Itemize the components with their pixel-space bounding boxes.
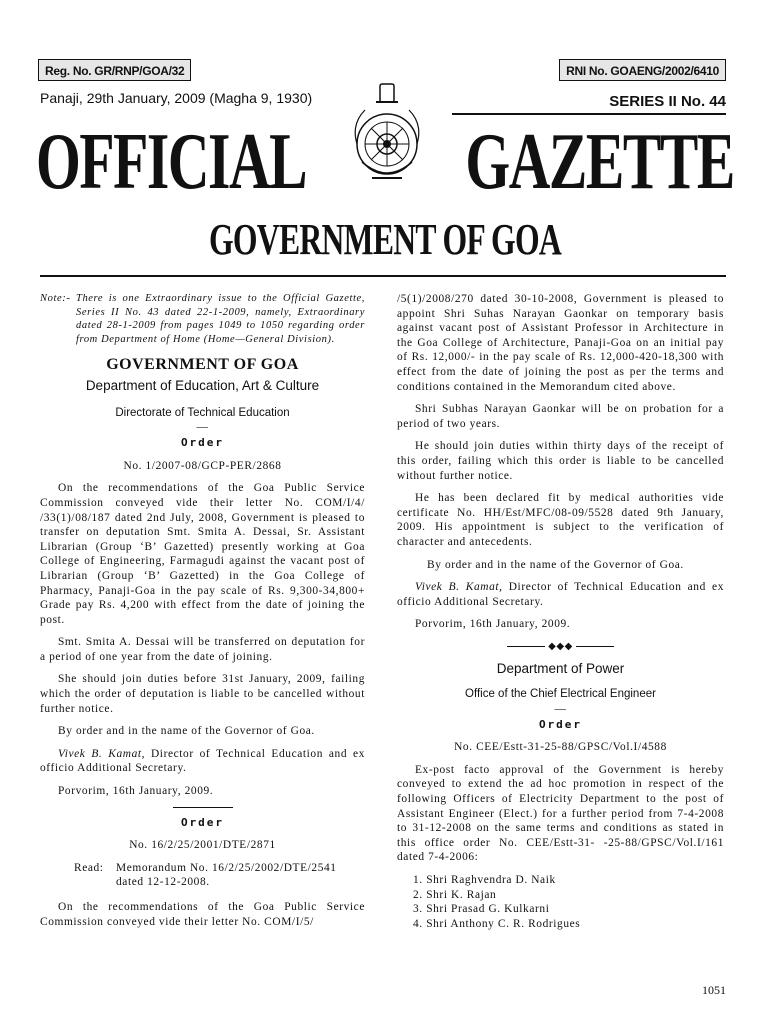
signatory [397, 580, 724, 609]
header-rule [40, 275, 726, 277]
note-text: There is one Extraordinary issue to the Official Gazette, Series II No. 43 dated 22-1-2009, namely, Extraordinary dated 28-1-2009 from pages 1049 to 1050 regarding order from Department of Home (Home—General Division). [76, 293, 365, 345]
directorate-heading: Directorate of Technical Education [115, 406, 290, 419]
short-rule [173, 807, 233, 808]
date-line: Panaji, 29th January, 2009 (Magha 9, 1930) [40, 90, 313, 106]
place-date: Porvorim, 16th January, 2009. [58, 785, 214, 798]
signatory-name: Vivek B. Kamat, [415, 581, 503, 594]
reg-number-box: Reg. No. GR/RNP/GOA/32 [38, 59, 191, 81]
masthead-official: OFFICIAL [36, 118, 307, 206]
order-paragraph: Shri Subhas Narayan Gaonkar will be on probation for a period of two years. [397, 403, 724, 430]
list-item: 1. Shri Raghvendra D. Naik [413, 874, 556, 886]
order-paragraph: Smt. Smita A. Dessai will be transferred on deputation for a period of one year from the date of joining. [40, 636, 365, 663]
note-label: Note:- [40, 293, 71, 304]
order-paragraph: On the recommendations of the Goa Public Service Commission conveyed vide their letter No. COM/I/4/ /33(1)/08/187 dated 2nd July, 2008, Government is pleased to transfer on deputation Smt. Smita A. Dessai, Sr. Assistant Librarian (Group ‘B’ Gazetted) presently working at Goa College of Engineering, Farmagudi against the vacant post of Librarian (Group ‘B’ Gazetted) in the Goa College of Pharmacy, Panaji-Goa in the pay scale of Rs. 9,300-34,800+ Grade pay Rs. 4,200 with effect from the date of joining the post. [40, 482, 365, 626]
read-reference [74, 861, 365, 890]
govt-heading: GOVERNMENT OF GOA [106, 356, 299, 374]
department-heading: Department of Education, Art & Culture [85, 377, 320, 393]
order-paragraph: On the recommendations of the Goa Public Service Commission conveyed vide their letter No. COM/I/5/ [40, 901, 365, 928]
by-order-line: By order and in the name of the Governor of Goa. [58, 725, 315, 738]
place-date: Porvorim, 16th January, 2009. [415, 618, 571, 631]
order-paragraph: Ex-post facto approval of the Government is hereby conveyed to extend the ad hoc promotion in respect of the following Officers of Electricity Department to the post of Assistant Engineer (Elect.) for a further period from 7-4-2008 to 31-12-2008 on the same terms and conditions as stated in this office order No. CEE/Estt-31- -25-88/GPSC/Vol.I/161 dated 7-4-2006: [397, 763, 724, 864]
series-number: SERIES II No. 44 [609, 93, 726, 110]
department-heading: Department of Power [496, 661, 625, 677]
list-item: 2. Shri K. Rajan [413, 888, 497, 901]
signatory [40, 747, 365, 776]
dash-separator: — [196, 421, 209, 434]
order-paragraph: She should join duties before 31st January, 2009, failing which the order of deputation is liable to be cancelled without further notice. [40, 673, 365, 715]
signatory-name: Vivek B. Kamat, [58, 747, 146, 760]
order-reference: No. 1/2007-08/GCP-PER/2868 [123, 459, 282, 472]
order-reference: No. CEE/Estt-31-25-88/GPSC/Vol.I/4588 [454, 741, 667, 754]
gazette-subtitle: GOVERNMENT OF GOA [208, 215, 562, 264]
rni-number-box: RNI No. GOAENG/2002/6410 [559, 59, 726, 81]
order-heading: Order [180, 815, 225, 829]
read-text: Memorandum No. 16/2/25/2002/DTE/2541 dated 12-12-2008. [116, 861, 337, 889]
office-heading: Office of the Chief Electrical Engineer [465, 688, 656, 701]
diamond-icon: ◆◆◆ [548, 640, 573, 652]
masthead-gazette: GAZETTE [465, 118, 734, 206]
page-number: 1051 [702, 983, 726, 997]
order-paragraph: He should join duties within thirty days of the receipt of this order, failing which this order is liable to be cancelled without further notice. [397, 440, 724, 482]
section-separator [397, 640, 724, 655]
list-item: 4. Shri Anthony C. R. Rodrigues [413, 917, 581, 930]
signatory-title: Director of Technical Education and ex officio Additional Secretary. [40, 747, 365, 775]
order-heading: Order [180, 436, 225, 450]
left-column [40, 292, 365, 937]
list-item: 3. Shri Prasad G. Kulkarni [413, 903, 550, 916]
order-paragraph: He has been declared fit by medical authorities vide certificate No. HH/Est/MFC/08-09/5528 dated 9th January, 2009. His appointment is subject to the verification of character and antecedents. [397, 492, 724, 548]
by-order-line: By order and in the name of the Governor of Goa. [427, 558, 684, 571]
order-paragraph: /5(1)/2008/270 dated 30-10-2008, Government is pleased to appoint Shri Suhas Narayan Gaonkar on temporary basis against vacant post of Assistant Professor in Architecture in the Goa College of Architecture, Panaji-Goa on an initial pay of Rs. 12,000/- in the pay scale of Rs. 12,000-420-18,300 with effect from the date of joining the post as per the terms and conditions contained in the Memorandum cited above. [397, 293, 724, 393]
right-column [397, 292, 724, 931]
dash-separator: — [554, 702, 567, 715]
series-rule [452, 113, 726, 115]
extraordinary-note [40, 292, 365, 346]
signatory-title: Director of Technical Education and ex officio Additional Secretary. [397, 581, 724, 608]
read-label: Read: [74, 861, 104, 874]
officers-list [413, 873, 724, 931]
order-heading: Order [538, 717, 583, 731]
order-reference: No. 16/2/25/2001/DTE/2871 [129, 839, 276, 852]
goa-state-emblem-icon [332, 82, 442, 192]
